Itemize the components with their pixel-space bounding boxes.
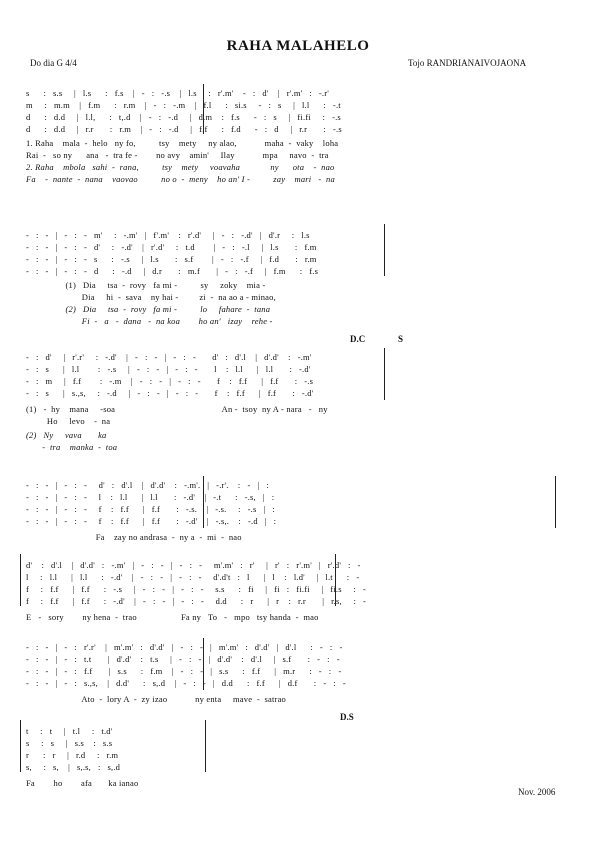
lyric-row: Fa - nante - nana vaovao no o - meny ho an' I - zay mari - na bbox=[26, 174, 335, 184]
lyric-row: (1) - hy mana -soa An - tsoy ny A - nara - ny bbox=[26, 404, 328, 414]
lyric-row: Fa zay no andrasa - ny a - mi - nao bbox=[26, 532, 242, 542]
score-row: d' : d'.l | d'.d' : -.m' | - : - | - : - m'.m' : r' | r' : r'.m' | r'.d' : - bbox=[26, 560, 361, 570]
lyric-row: Dia hi - sava ny hai - zi - na ao a - minao, bbox=[26, 292, 276, 302]
score-row: s : s | s.s : s.s bbox=[26, 738, 113, 748]
composer: Tojo RANDRIANAIVOJAONA bbox=[408, 58, 527, 68]
score-row: - : - | - : r'.r' | m'.m' : d'.d' | - : - | m'.m' : d'.d' | d'.l : - : - bbox=[26, 642, 343, 652]
bar-line bbox=[20, 554, 21, 606]
bar-line bbox=[205, 720, 206, 772]
score-row: - : - | - : t.t | d'.d' : t.s | - : - | d'.d' : d'.l | s.f : - : - bbox=[26, 654, 340, 664]
score-row: s, : s, | s,.s, : s,.d bbox=[26, 762, 121, 772]
score-row: f : f.f | f.f : -.d' | - : - | - : - d.d : r | r : r.r | r.s, : - bbox=[26, 596, 367, 606]
score-row: s : s.s | l.s : f.s | - : -.s | l.s : r'.m' - : d' | r'.m' : -.r' bbox=[26, 88, 329, 98]
lyric-row: - tra manka - toa bbox=[26, 442, 118, 452]
score-row: - : m | f.f : -.m | - : - | - : - f : f.f | f.f : -.s bbox=[26, 376, 314, 386]
lyric-row: Ato - lory A - zy izao ny enta mave - satrao bbox=[26, 694, 287, 704]
score-row: - : - | - : - s : -.s | l.s : s.f | - : -.f | f.d : r.m bbox=[26, 254, 317, 264]
score-row: - : - | - : - l : l.l | l.l : -.d' | -.t : -.s, | : bbox=[26, 492, 275, 502]
score-row: - : - | - : f.f | s.s : f.m | - : - | s.s : f.f | m.r : - : - bbox=[26, 666, 342, 676]
bar-line bbox=[203, 638, 204, 690]
key-signature: Do dia G 4/4 bbox=[30, 58, 77, 68]
score-row: l : l.l | l.l : -.d' | - : - | - : - d'.d't : l | l : l.d' | l.t : - bbox=[26, 572, 360, 582]
score-row: f : f.f | f.f : -.s | - : - | - : - s.s : fi | fi : fi.fi | fi.s : - bbox=[26, 584, 366, 594]
score-row: - : d' | r'.r' : -.d' | - : - | - : - d' : d'.l | d'.d' : -.m' bbox=[26, 352, 312, 362]
lyric-row: Fa ho afa ka ianao bbox=[26, 778, 139, 788]
score-row: d : d.d | r.r : r.m | - : -.d | f.f : f.d - : d | r.r : -.s bbox=[26, 124, 342, 134]
score-row: t : t | t.l : t.d' bbox=[26, 726, 113, 736]
bar-line bbox=[555, 476, 556, 528]
score-row: - : - | - : - f : f.f | f.f : -.d' | -.s,. : -.d | : bbox=[26, 516, 277, 526]
score-row: m : m.m | f.m : r.m | - : -.m | f.l : si.s - : s | l.l : -.t bbox=[26, 100, 341, 110]
lyric-row: E - sory ny hena - trao Fa ny To - mpo tsy handa - mao bbox=[26, 612, 319, 622]
ds-marker: D.S bbox=[340, 712, 354, 722]
lyric-row: Ho levo - na bbox=[26, 416, 111, 426]
lyric-row: (1) Dia tsa - rovy fa mi - sy zoky mia - bbox=[26, 280, 266, 290]
bar-line bbox=[203, 476, 204, 528]
lyric-row: 1. Raha mala - helo ny fo, tsy mety ny alao, maha - vaky loha bbox=[26, 138, 339, 148]
score-row: - : - | - : - d : -.d | d.r : m.f | - : -.f | f.m : f.s bbox=[26, 266, 319, 276]
score-row: - : - | - : - f : f.f | f.f : -.s. | -.s. : -.s | : bbox=[26, 504, 275, 514]
score-row: - : s | l.l : -.s | - : - | - : - l : l.l | l.l : -.d' bbox=[26, 364, 311, 374]
score-row: d : d.d | l.l, : t,.d | - : -.d | d.m : f.s - : s | fi.fi : -.s bbox=[26, 112, 341, 122]
bar-line bbox=[384, 348, 385, 400]
score-row: - : - | - : s.,s, | d.d' : s,.d | - : - | d.d : f.f | d.f : - : - bbox=[26, 678, 346, 688]
score-row: - : s | s.,s, : -.d | - : - | - : - f : f.f | f.f : -.d' bbox=[26, 388, 314, 398]
segno-marker: S bbox=[398, 334, 404, 344]
bar-line bbox=[335, 554, 336, 606]
song-title: RAHA MALAHELO bbox=[226, 38, 370, 54]
bar-line bbox=[20, 720, 21, 772]
lyric-row: Rai - so ny ana - tra fe - no avy amin' Ilay mpa navo - tra bbox=[26, 150, 329, 160]
lyric-row: (2) Ny vava ka bbox=[26, 430, 107, 440]
score-row: - : - | - : - d' : d'.l | d'.d' : -.m'. | -.r'. : - | : bbox=[26, 480, 269, 490]
score-row: - : - | - : - d' : -.d' | r'.d' : t.d | - : -.l | l.s : f.m bbox=[26, 242, 317, 252]
lyric-row: (2) Dia tsa - rovy fa mi - lo fahare - tana bbox=[26, 304, 271, 314]
score-row: r : r | r.d : r.m bbox=[26, 750, 119, 760]
bar-line bbox=[384, 224, 385, 276]
lyric-row: Fi - a - dana - na koa ho an' izay rehe - bbox=[26, 316, 273, 326]
lyric-row: 2. Raha mbola sahi - rana, tsy mety voavaha ny ota - nao bbox=[26, 162, 335, 172]
footer-date: Nov. 2006 bbox=[518, 787, 556, 797]
score-row: - : - | - : - m' : -.m' | f'.m' : r'.d' | - : -.d' | d'.r : l.s bbox=[26, 230, 310, 240]
bar-line bbox=[203, 84, 204, 134]
dc-marker: D.C bbox=[350, 334, 366, 344]
